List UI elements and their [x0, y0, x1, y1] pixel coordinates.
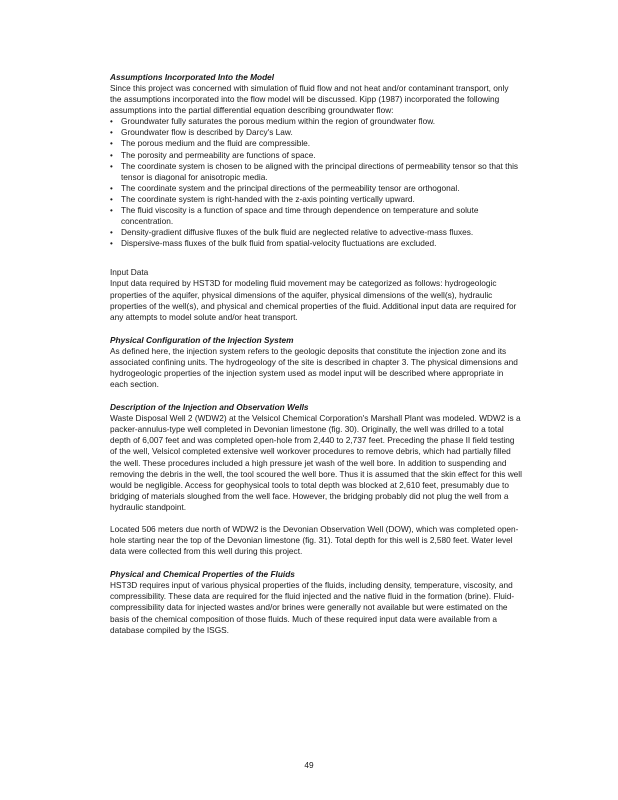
page-content — [110, 72, 522, 636]
section-wells — [110, 402, 522, 557]
list-item: • Density-gradient diffusive fluxes of the bulk fluid are neglected relative to advective-mass fluxes. — [110, 227, 522, 238]
physical-config-heading: Physical Configuration of the Injection System — [110, 334, 294, 345]
input-data-body: Input data required by HST3D for modeling fluid movement may be categorized as follows: hydrogeologic properties of the aquifer, physical dimensions of the aquifer, physical dimensions of the well(s), hydraulic properties of the well(s), and physical and chemical properties of the fluid. Additional input data are required for any attempts to model solute and/or heat transport. — [110, 278, 517, 322]
list-item: • The coordinate system and the principal directions of the permeability tensor are orthogonal. — [110, 183, 522, 194]
list-item: • The porous medium and the fluid are compressible. — [110, 138, 522, 149]
assumptions-intro: Since this project was concerned with simulation of fluid flow and not heat and/or contaminant transport, only the assumptions incorporated into the flow model will be discussed. Kipp (1987) incorporated the following assumptions into the partial differential equation describing groundwater flow: — [110, 83, 509, 116]
wells-heading: Description of the Injection and Observation Wells — [110, 402, 309, 413]
physical-config-body: As defined here, the injection system refers to the geologic deposits that constitute the injection zone and its associated confining units. The hydrogeology of the site is described in chapter 3. The physical dimensions and hydrogeologic properties of the injection system used as model input will be described where appropriate in each section. — [110, 345, 518, 390]
section-input-data — [110, 267, 522, 322]
list-item: • The coordinate system is chosen to be aligned with the principal directions of permeability tensor so that this tensor is diagonal for anisotropic media. — [110, 161, 522, 183]
list-item: • Dispersive-mass fluxes of the bulk fluid from spatial-velocity fluctuations are excluded. — [110, 238, 522, 249]
section-fluids — [110, 569, 522, 635]
section-assumptions — [110, 72, 522, 249]
list-item: • Groundwater fully saturates the porous medium within the region of groundwater flow. — [110, 116, 522, 127]
input-data-heading: Input Data — [110, 267, 149, 278]
fluids-heading: Physical and Chemical Properties of the Fluids — [110, 569, 295, 580]
section-physical-configuration — [110, 335, 522, 390]
wells-body-2: Located 506 meters due north of WDW2 is the Devonian Observation Well (DOW), which was completed open-hole starting near the top of the Devonian limestone (fig. 31). Total depth for this well is 2,580 feet. Water level data were collected from this well during this project. — [110, 524, 519, 557]
list-item: • Groundwater flow is described by Darcy's Law. — [110, 127, 522, 138]
list-item: • The fluid viscosity is a function of space and time through dependence on temperature and solute concentration. — [110, 205, 522, 227]
fluids-body: HST3D requires input of various physical properties of the fluids, including density, temperature, viscosity, and compressibility. These data are required for the fluid injected and the native fluid in the formation (brine). Fluid-compressibility data for injected wastes and/or brines were generally not available but were estimated on the basis of the chemical composition of those fluids. Much of these required input data were available from a database compiled by the ISGS. — [110, 580, 515, 635]
assumptions-list — [110, 116, 522, 249]
list-item: • The coordinate system is right-handed with the z-axis pointing vertically upward. — [110, 194, 522, 205]
list-item: • The porosity and permeability are functions of space. — [110, 150, 522, 161]
wells-body-1: Waste Disposal Well 2 (WDW2) at the Velsicol Chemical Corporation's Marshall Plant was modeled. WDW2 is a packer-annulus-type well completed in Devonian limestone (fig. 30). Originally, the well was drilled to a total depth of 6,007 feet and was completed open-hole from 2,440 to 2,737 feet. Preceding the phase II field testing of the well, Velsicol completed extensive well workover procedures to remove debris, which had partially filled the well. These procedures included a high pressure jet wash of the well bore. In addition to suspending and removing the debris in the well, the tool scoured the well bore. Thus it is assumed that the skin effect for this well would be negligible. Access for geophysical tools to total depth was blocked at 2,610 feet, presumably due to bridging of materials sloughed from the well face. However, the bridging probably did not plug the well from a hydraulic standpoint. — [110, 413, 522, 512]
page-number: 49 — [304, 760, 314, 770]
assumptions-heading: Assumptions Incorporated Into the Model — [110, 72, 275, 82]
